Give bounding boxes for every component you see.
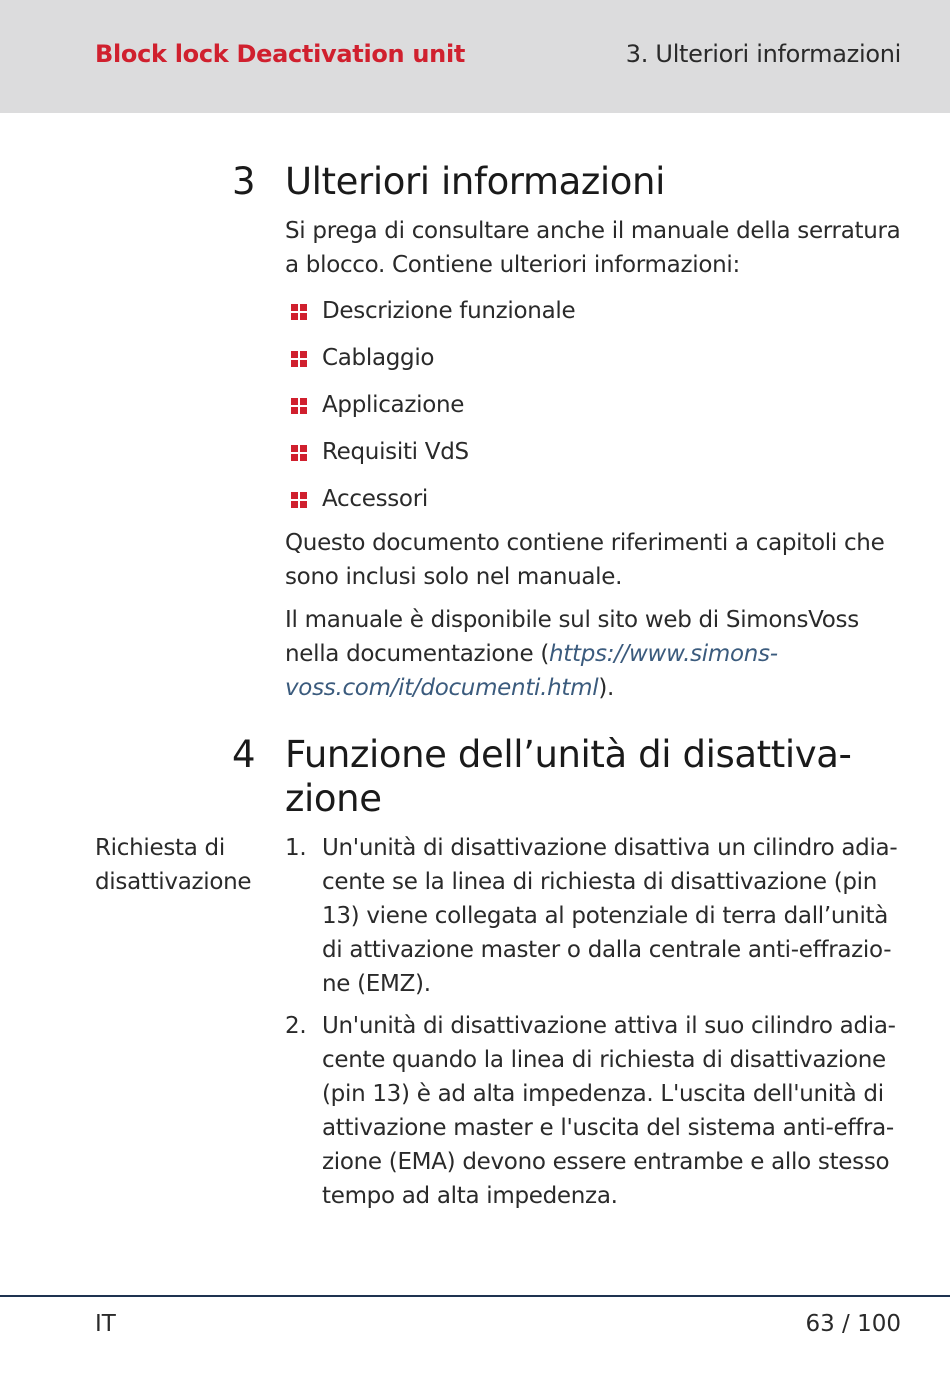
list-item-label: Cablaggio (322, 345, 435, 371)
page-number: 63 / 100 (805, 1311, 901, 1337)
text-line: attivazione master e l'uscita del sistema anti-effra- (322, 1115, 894, 1141)
text-line: Il manuale è disponibile sul sito web di SimonsVoss (285, 607, 859, 633)
bullet-icon (291, 351, 307, 367)
running-section-title: 3. Ulteriori informazioni (625, 40, 901, 68)
text-line: Un'unità di disattivazione disattiva un cilindro adia- (322, 835, 898, 861)
text-line (285, 637, 905, 671)
list-item (285, 435, 905, 469)
documentation-link[interactable]: voss.com/it/documenti.html (285, 675, 599, 701)
list-item-text (322, 1009, 902, 1213)
text-line: Questo documento contiene riferimenti a capitoli che (285, 530, 885, 556)
manual-paragraph (285, 603, 905, 705)
text-line: di attivazione master o dalla centrale anti-effrazio- (322, 937, 892, 963)
text-line: zione (EMA) devono essere entrambe e allo stesso (322, 1149, 890, 1175)
text-line: (pin 13) è ad alta impedenza. L'uscita dell'unità di (322, 1081, 884, 1107)
list-item-label: Applicazione (322, 392, 465, 418)
list-number: 1. (285, 835, 307, 861)
list-item (285, 388, 905, 422)
list-number: 2. (285, 1013, 307, 1039)
text-line: cente quando la linea di richiesta di disattivazione (322, 1047, 886, 1073)
text-line: tempo ad alta impedenza. (322, 1183, 618, 1209)
list-item (285, 294, 905, 328)
section-heading (285, 733, 905, 821)
list-item-text (322, 831, 902, 1001)
text-line: sono inclusi solo nel manuale. (285, 564, 623, 590)
list-item (285, 341, 905, 375)
text-line: Un'unità di disattivazione attiva il suo cilindro adia- (322, 1013, 896, 1039)
text-line: a blocco. Contiene ulteriori informazioni: (285, 252, 740, 278)
note-paragraph (285, 526, 905, 594)
text-line: ne (EMZ). (322, 971, 431, 997)
heading-line: Funzione dell’unità di disattiva- (285, 733, 852, 776)
text-line: disattivazione (95, 869, 252, 895)
list-item-label: Descrizione funzionale (322, 298, 576, 324)
bullet-icon (291, 398, 307, 414)
documentation-link[interactable]: https://www.simons- (549, 641, 778, 667)
list-item (285, 482, 905, 516)
bullet-icon (291, 492, 307, 508)
footer-divider (0, 1295, 950, 1297)
section-heading: Ulteriori informazioni (285, 160, 665, 203)
text-line: 13) viene collegata al potenziale di terra dall’unità (322, 903, 889, 929)
heading-line: zione (285, 777, 382, 820)
text-line (285, 671, 905, 705)
list-item-label: Accessori (322, 486, 428, 512)
section-number: 3 (232, 160, 256, 203)
text-fragment: nella documentazione ( (285, 641, 549, 667)
bullet-icon (291, 304, 307, 320)
text-fragment: ). (598, 675, 615, 701)
document-title: Block lock Deactivation unit (95, 40, 466, 68)
text-line: Richiesta di (95, 835, 225, 861)
page-header (0, 0, 950, 113)
section-number: 4 (232, 733, 256, 776)
bullet-icon (291, 445, 307, 461)
list-item-label: Requisiti VdS (322, 439, 469, 465)
text-line: Si prega di consultare anche il manuale della serratura (285, 218, 901, 244)
footer-language: IT (95, 1311, 116, 1337)
text-line: cente se la linea di richiesta di disattivazione (pin (322, 869, 878, 895)
margin-label (95, 831, 275, 899)
intro-paragraph (285, 214, 905, 282)
